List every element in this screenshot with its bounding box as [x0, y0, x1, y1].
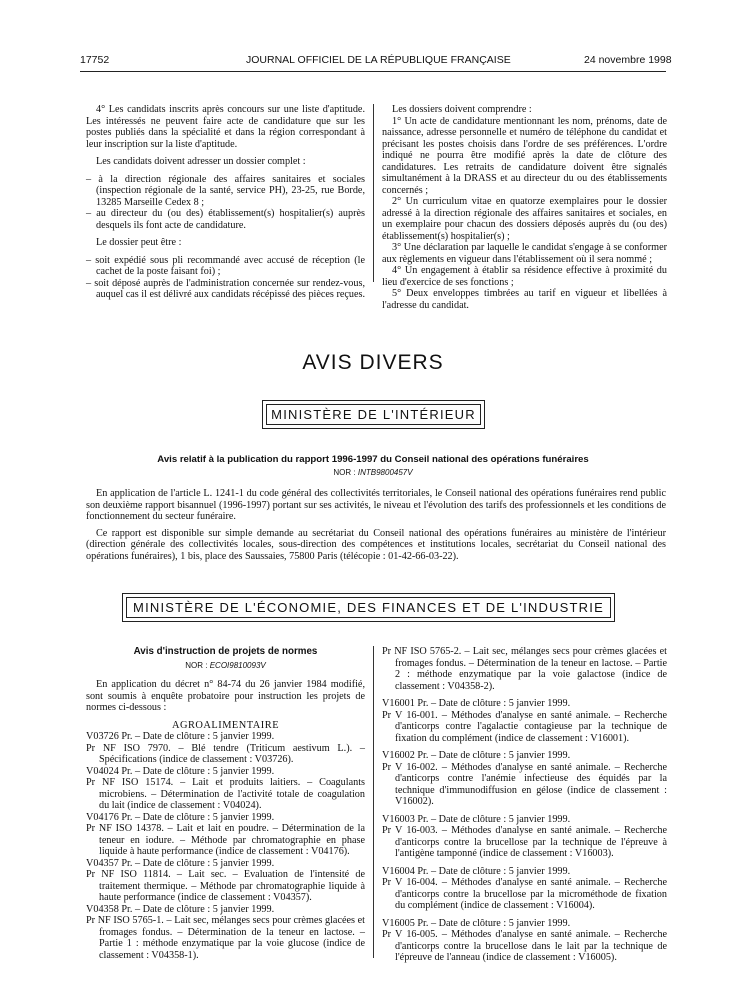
norm-entry: V03726 Pr. – Date de clôture : 5 janvier 1999. — [86, 731, 275, 742]
paragraph: 4° Un engagement à établir sa résidence effective à proximité du lieu d'exercice de ses fonctions ; — [382, 265, 667, 288]
column-divider — [373, 646, 374, 958]
nor-label: NOR : — [333, 468, 356, 477]
norm-entry: Pr V 16-003. – Méthodes d'analyse en santé animale. – Recherche d'anticorps contre la brucellose par la technique de l'épreuve à l'antigène tamponné (indice de classement : V16003). — [382, 825, 667, 859]
interior-nor — [80, 468, 666, 477]
norm-entry: V04358 Pr. – Date de clôture : 5 janvier 1999. — [86, 903, 275, 915]
norm-entry: V04176 Pr. – Date de clôture : 5 janvier 1999. — [86, 811, 275, 823]
interior-notice-title: Avis relatif à la publication du rapport 1996-1997 du Conseil national des opérations funéraires — [157, 454, 589, 465]
economy-left-column — [86, 646, 365, 961]
issue-date: 24 novembre 1998 — [584, 54, 672, 66]
economy-right-column — [382, 646, 667, 964]
paragraph: – au directeur du (ou des) établissement(s) hospitalier(s) auprès desquels ils font acte de candidature. — [86, 208, 365, 231]
paragraph: 3° Une déclaration par laquelle le candidat s'engage à se conformer aux règlements en vigueur dans l'établissement où il sera nommé ; — [382, 242, 667, 265]
paragraph: 5° Deux enveloppes timbrées au tarif en vigueur et libellées à l'adresse du candidat. — [382, 288, 667, 311]
avis-divers-heading: AVIS DIVERS — [302, 351, 444, 374]
page-number: 17752 — [80, 54, 110, 66]
paragraph: – soit déposé auprès de l'administration concernée sur rendez-vous, auquel cas il est délivré aux candidats récépissé des pièces reçues. — [86, 277, 366, 300]
norm-list-right — [382, 646, 667, 964]
norm-entry: Pr NF ISO 15174. – Lait et produits laitiers. – Coagulants microbiens. – Détermination de l'activité totale de coagulation du lait (indice de classement : V04024). — [86, 777, 365, 811]
paragraph: – à la direction régionale des affaires sanitaires et sociales (inspection régionale de la santé, service PH), 23-25, rue Borde, 13285 Marseille Cedex 8 ; — [86, 173, 365, 208]
journal-title: JOURNAL OFFICIEL DE LA RÉPUBLIQUE FRANÇAISE — [246, 54, 511, 66]
norm-entry: Pr V 16-004. – Méthodes d'analyse en santé animale. – Recherche d'anticorps contre la brucellose par la microméthode de fixation du complément (indice de classement : V16004). — [382, 877, 667, 911]
norm-entry: Pr NF ISO 7970. – Blé tendre (Triticum aestivum L.). – Spécifications (indice de classement : V03726). — [86, 742, 365, 765]
ministry-economy-box — [122, 593, 615, 622]
ministry-interior-box — [262, 400, 485, 429]
norm-entry: Pr V 16-005. – Méthodes d'analyse en santé animale. – Recherche d'anticorps contre la brucellose dans le lait par la technique de l'épreuve de l'anneau (indice de classement : V16005). — [382, 929, 667, 963]
paragraph: Le dossier peut être : — [96, 237, 182, 248]
norm-entry: V16003 Pr. – Date de clôture : 5 janvier 1999. — [382, 813, 571, 825]
economy-nor — [86, 660, 365, 672]
norm-entry: Pr NF ISO 5765-2. – Lait sec, mélanges secs pour crèmes glacées et fromages fondus. – Détermination de la teneur en lactose. – Partie 2 : méthode enzymatique par la voie galactose (indice de classement : V04358-2). — [382, 646, 667, 692]
nor-code: INTB9800457V — [357, 468, 413, 477]
norm-entry: V16001 Pr. – Date de clôture : 5 janvier 1999. — [382, 698, 571, 709]
ministry-interior-title: MINISTÈRE DE L'INTÉRIEUR — [266, 404, 481, 425]
nor-code: ECOI9810093V — [209, 660, 266, 670]
paragraph: – soit expédié sous pli recommandé avec accusé de réception (le cachet de la poste faisant foi) ; — [86, 254, 365, 277]
paragraph: Les dossiers doivent comprendre : — [392, 104, 532, 115]
nor-label: NOR : — [185, 660, 208, 670]
column-divider — [373, 104, 374, 282]
norm-entry: V16005 Pr. – Date de clôture : 5 janvier 1999. — [382, 917, 571, 929]
interior-paragraph: Ce rapport est disponible sur simple demande au secrétariat du Conseil national des opérations funéraires au ministère de l'intérieur (direction générale des collectivités locales, sous-direction des compétences et institutions locales, secrétariat du Conseil national des opérations funéraires), 1 bis, place des Saussaies, 75800 Paris (télécopie : 01-42-66-03-22). — [86, 527, 666, 562]
ministry-economy-title: MINISTÈRE DE L'ÉCONOMIE, DES FINANCES ET DE L'INDUSTRIE — [126, 597, 611, 618]
norm-entry: V04357 Pr. – Date de clôture : 5 janvier 1999. — [86, 857, 275, 869]
top-left-column — [86, 104, 365, 301]
interior-notice-body — [86, 488, 666, 562]
paragraph: 2° Un curriculum vitae en quatorze exemplaires pour le dossier adressé à la direction régionale des affaires sanitaires et sociales, en un exemplaire pour chacun des dossiers déposés auprès du (ou des) établissement(s) hospitalier(s) ; — [382, 196, 667, 242]
norm-entry: Pr V 16-001. – Méthodes d'analyse en santé animale. – Recherche d'anticorps contre l'agalactie contagieuse par la technique de fixation du complément (indice de classement : V16001). — [382, 709, 667, 744]
norm-entry: V16004 Pr. – Date de clôture : 5 janvier 1999. — [382, 865, 571, 877]
economy-intro: En application du décret n° 84-74 du 26 janvier 1984 modifié, sont soumis à enquête probatoire pour instruction les projets de normes ci-dessous : — [86, 679, 365, 713]
norm-entry: Pr NF ISO 5765-1. – Lait sec, mélanges secs pour crèmes glacées et fromages fondus. – Détermination de la teneur en lactose. – Partie 1 : méthode enzymatique par la voie glucose (indice de classement : V04358-1). — [86, 915, 365, 961]
norm-entry: V16002 Pr. – Date de clôture : 5 janvier 1999. — [382, 750, 571, 761]
header-rule — [80, 71, 666, 72]
economy-notice-title: Avis d'instruction de projets de normes — [133, 646, 318, 657]
norm-entry: Pr NF ISO 11814. – Lait sec. – Evaluation de l'intensité de traitement thermique. – Méthode par chromatographie liquide à haute performance (indice de classement : V04357). — [86, 869, 365, 903]
section-heading: AGROALIMENTAIRE — [171, 719, 280, 731]
top-right-column — [382, 104, 667, 311]
paragraph: Les candidats doivent adresser un dossier complet : — [96, 156, 306, 167]
interior-paragraph: En application de l'article L. 1241-1 du code général des collectivités territoriales, le Conseil national des opérations funéraires rend public son deuxième rapport bisannuel (1996-1997) portant sur ses activités, le niveau et l'évolution des tarifs des professionnels et les conditions de fonctionnement du secteur funéraire. — [86, 488, 666, 522]
norm-entry: Pr NF ISO 14378. – Lait et lait en poudre. – Détermination de la teneur en iodure. – Méthode par chromatographie en phase liquide à haute performance (indice de classement : V04176). — [86, 823, 365, 857]
paragraph: 4° Les candidats inscrits après concours sur une liste d'aptitude. Les intéressés ne peuvent faire acte de candidature que sur les postes publiés dans la spécialité et dans la région correspondant à leur inscription sur la liste d'aptitude. — [86, 104, 365, 150]
paragraph: 1° Un acte de candidature mentionnant les nom, prénoms, date de naissance, adresse personnelle et numéro de téléphone du candidat et précisant les postes choisis dans l'ordre de ses préférences. L'ordre indiqué ne pourra être modifié après la date de clôture des candidatures. Les retraits de candidature doivent être signalés simultanément à la DRASS et au directeur du ou des établissements concernés ; — [382, 115, 667, 196]
norm-list-left — [86, 731, 365, 961]
norm-entry: V04024 Pr. – Date de clôture : 5 janvier 1999. — [86, 765, 275, 777]
norm-entry: Pr V 16-002. – Méthodes d'analyse en santé animale. – Recherche d'anticorps contre l'anémie infectieuse des équidés par la technique d'immunodiffusion en gélose (indice de classement : V16002). — [382, 761, 667, 807]
